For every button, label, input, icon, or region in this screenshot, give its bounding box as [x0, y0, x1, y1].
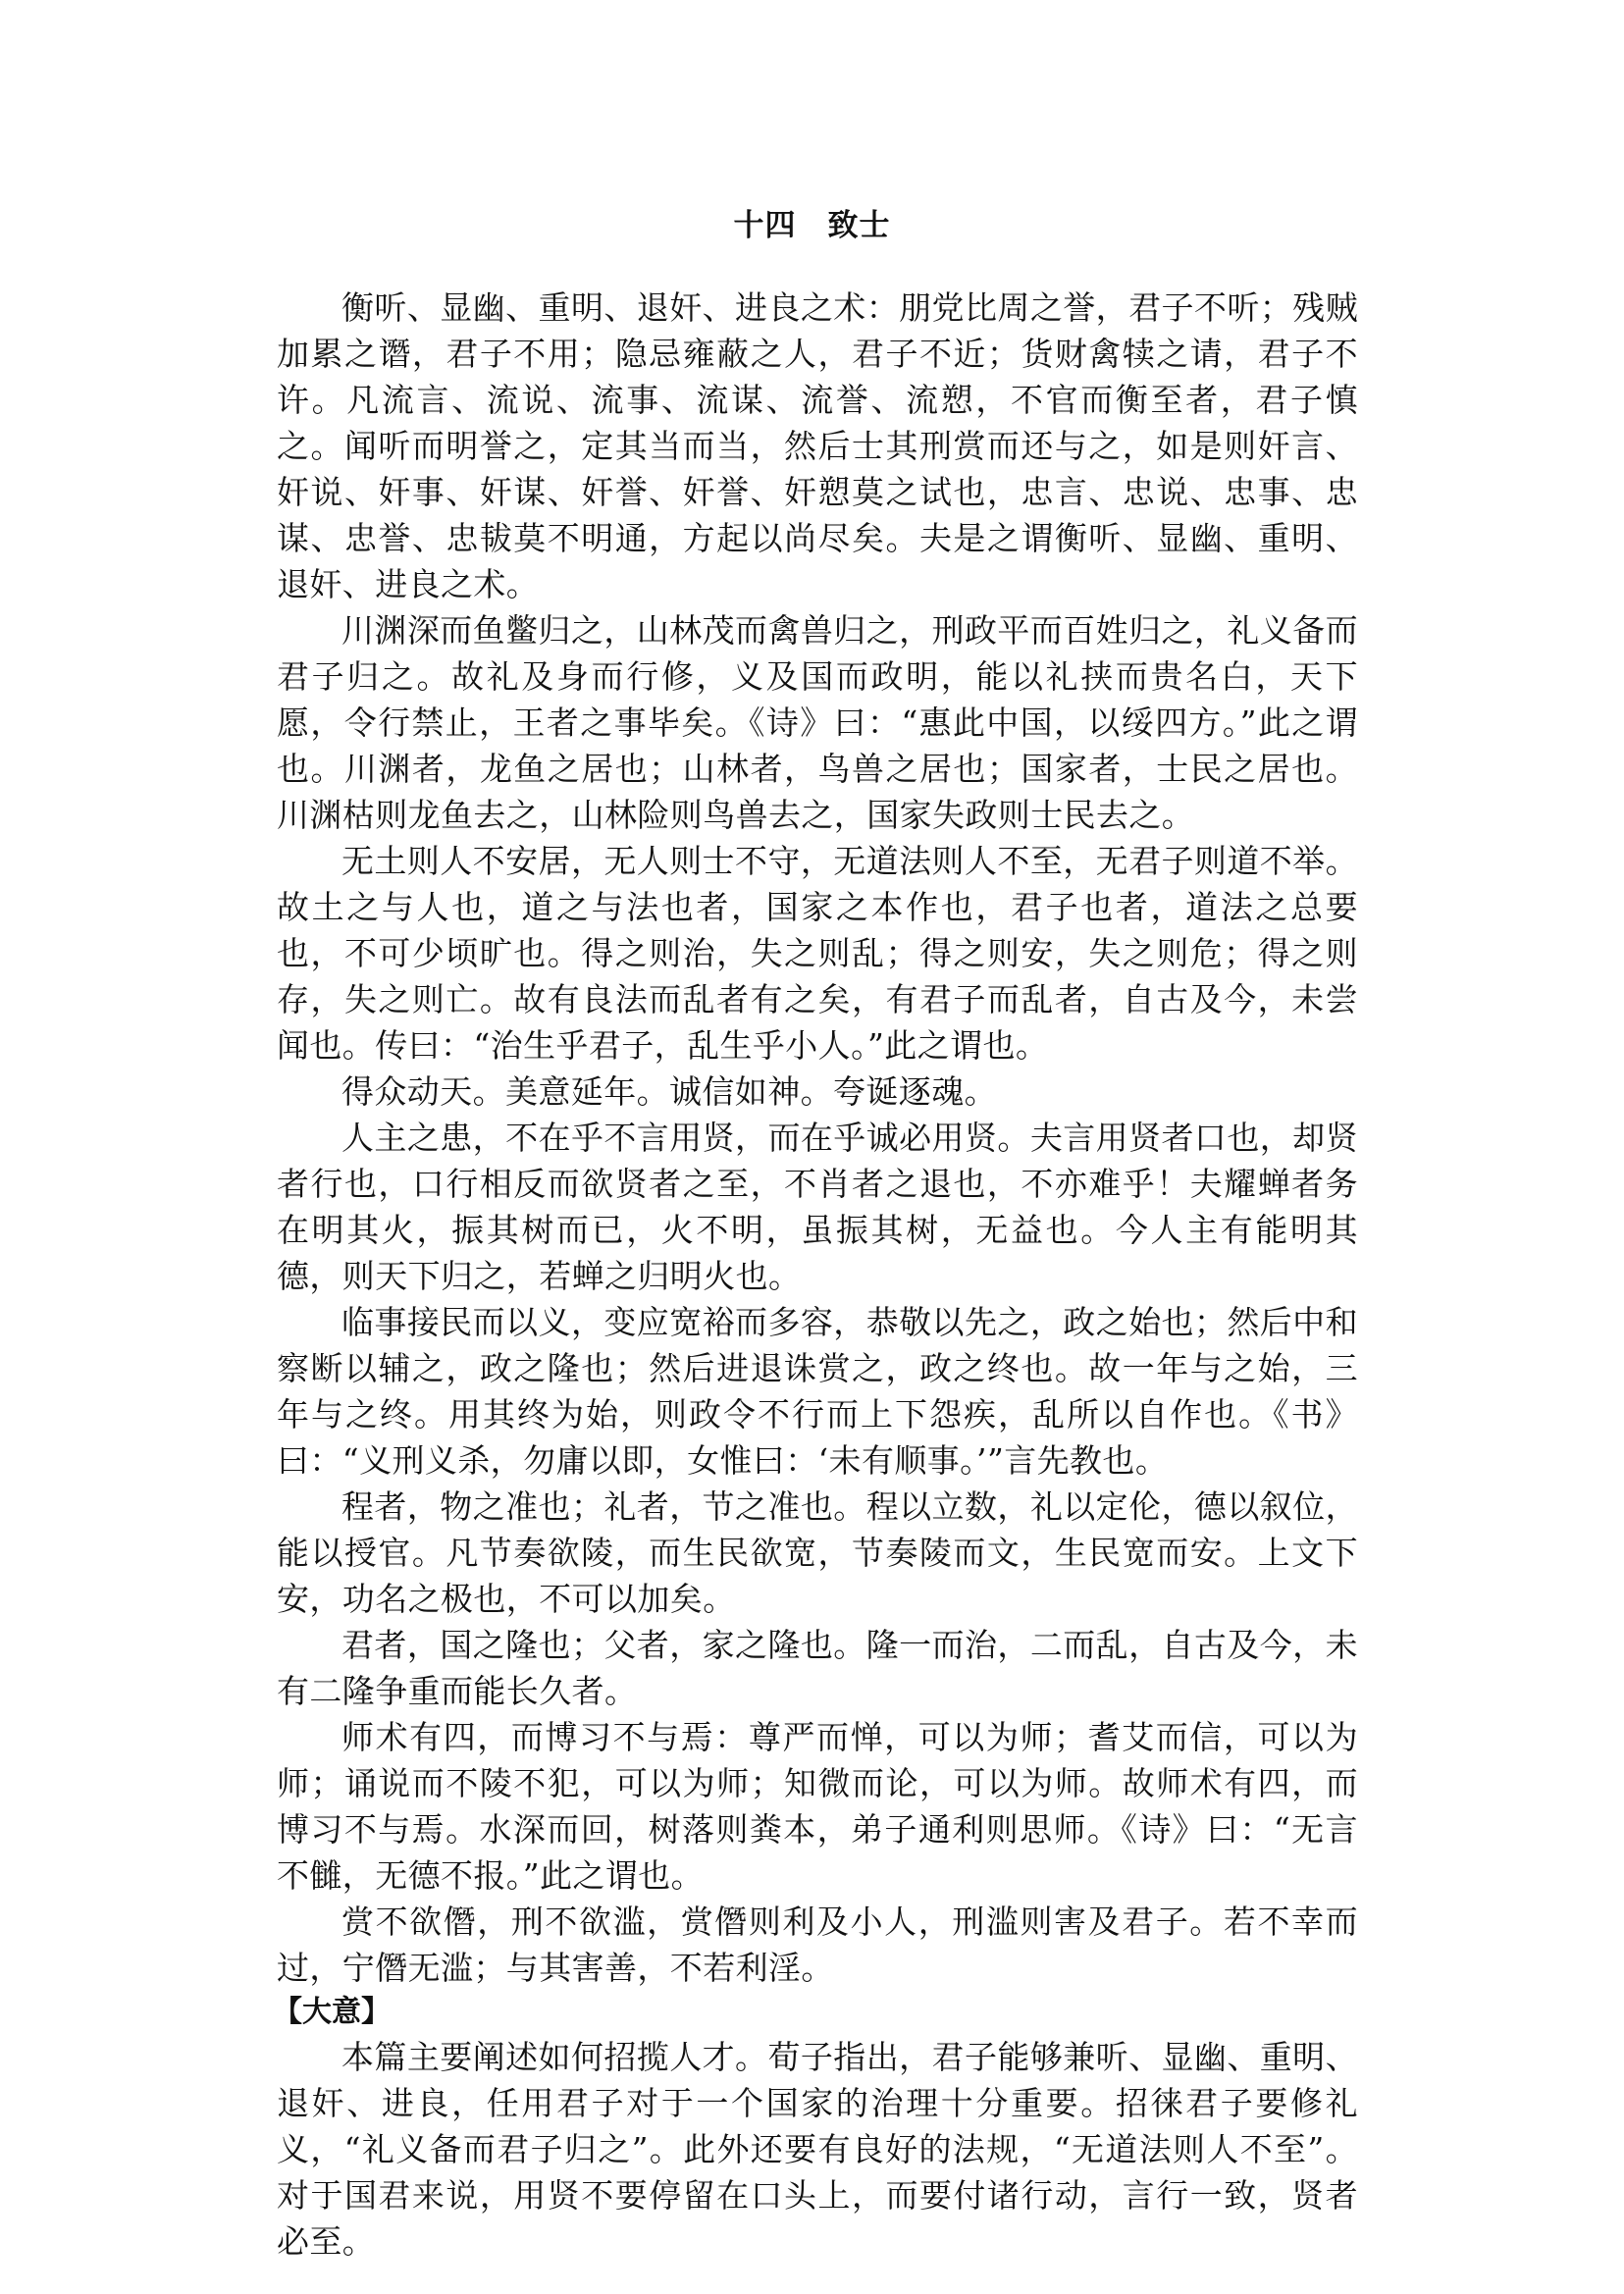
page-title: 十四 致士: [733, 208, 891, 243]
paragraph-2: 川渊深而鱼鳖归之，山林茂而禽兽归之，刑政平而百姓归之，礼义备而君子归之。故礼及身而行修，义及国而政明，能以礼挟而贵名白，天下愿，令行禁止，王者之事毕矣。《诗》曰：“惠此中国，以绥四方。”此之谓也。川渊者，龙鱼之居也；山林者，鸟兽之居也；国家者，士民之居也。川渊枯则龙鱼去之，山林险则鸟兽去之，国家失政则士民去之。: [277, 611, 1358, 834]
paragraph-3: 无土则人不安居，无人则士不守，无道法则人不至，无君子则道不举。故土之与人也，道之与法也者，国家之本作也，君子也者，道法之总要也，不可少顷旷也。得之则治，失之则乱；得之则安，失之则危；得之则存，失之则亡。故有良法而乱者有之矣，有君子而乱者，自古及今，未尝闻也。传曰：“治生乎君子，乱生乎小人。”此之谓也。: [277, 842, 1358, 1065]
summary-heading: 【大意】: [273, 1995, 391, 2029]
paragraph-4: 得众动天。美意延年。诚信如神。夸诞逐魂。: [341, 1072, 997, 1111]
paragraph-9: 师术有四，而博习不与焉：尊严而惮，可以为师；耆艾而信，可以为师；诵说而不陵不犯，可以为师；知微而论，可以为师。故师术有四，而博习不与焉。水深而回，树落则粪本，弟子通利则思师。《诗》曰：“无言不雠，无德不报。”此之谓也。: [277, 1718, 1358, 1895]
summary-paragraph: 本篇主要阐述如何招揽人才。荀子指出，君子能够兼听、显幽、重明、退奸、进良，任用君子对于一个国家的治理十分重要。招徕君子要修礼义，“礼义备而君子归之”。此外还要有良好的法规，“无道法则人不至”。对于国君来说，用贤不要停留在口头上，而要付诸行动，言行一致，贤者必至。: [277, 2038, 1358, 2261]
paragraph-1: 衡听、显幽、重明、退奸、进良之术：朋党比周之誉，君子不听；残贼加累之谮，君子不用；隐忌雍蔽之人，君子不近；货财禽犊之请，君子不许。凡流言、流说、流事、流谋、流誉、流愬，不官而衡至者，君子慎之。闻听而明誉之，定其当而当，然后士其刑赏而还与之，如是则奸言、奸说、奸事、奸谋、奸誉、奸誉、奸愬莫之试也，忠言、忠说、忠事、忠谋、忠誉、忠韨莫不明通，方起以尚尽矣。夫是之谓衡听、显幽、重明、退奸、进良之术。: [277, 288, 1358, 603]
paragraph-6: 临事接民而以义，变应宽裕而多容，恭敬以先之，政之始也；然后中和察断以辅之，政之隆也；然后进退诛赏之，政之终也。故一年与之始，三年与之终。用其终为始，则政令不行而上下怨疾，乱所以自作也。《书》曰：“义刑义杀，勿庸以即，女惟曰：‘未有顺事。’”言先教也。: [277, 1303, 1358, 1480]
paragraph-7: 程者，物之准也；礼者，节之准也。程以立数，礼以定伦，德以叙位，能以授官。凡节奏欲陵，而生民欲宽，节奏陵而文，生民宽而安。上文下安，功名之极也，不可以加矣。: [277, 1487, 1358, 1618]
paragraph-5: 人主之患，不在乎不言用贤，而在乎诚必用贤。夫言用贤者口也，却贤者行也，口行相反而欲贤者之至，不肖者之退也，不亦难乎！夫耀蝉者务在明其火，振其树而已，火不明，虽振其树，无益也。今人主有能明其德，则天下归之，若蝉之归明火也。: [277, 1119, 1358, 1295]
paragraph-8: 君者，国之隆也；父者，家之隆也。隆一而治，二而乱，自古及今，未有二隆争重而能长久者。: [277, 1626, 1358, 1710]
main-text: [273, 285, 1358, 2265]
paragraph-10: 赏不欲僭，刑不欲滥，赏僭则利及小人，刑滥则害及君子。若不幸而过，宁僭无滥；与其害善，不若利淫。: [277, 1903, 1358, 1987]
